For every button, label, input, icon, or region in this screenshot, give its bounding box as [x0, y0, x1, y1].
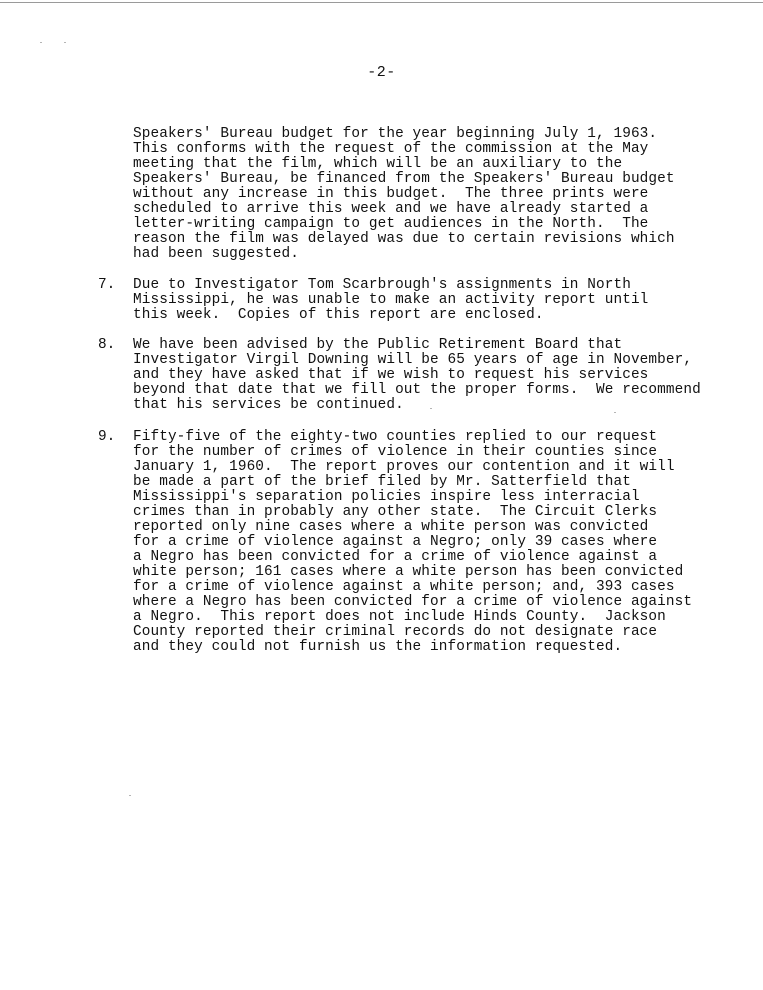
- text-line: had been suggested.: [133, 246, 299, 262]
- text-line: without any increase in this budget. The three prints were: [133, 186, 649, 202]
- text-line: for a crime of violence against a white person; and, 393 cases: [133, 579, 675, 595]
- text-line: white person; 161 cases where a white person has been convicted: [133, 564, 684, 580]
- text-line: Investigator Virgil Downing will be 65 years of age in November,: [133, 352, 693, 368]
- text-line: letter-writing campaign to get audiences in the North. The: [133, 216, 649, 232]
- text-line: for a crime of violence against a Negro; only 39 cases where: [133, 534, 658, 550]
- text-line: We have been advised by the Public Retirement Board that: [133, 337, 623, 353]
- text-line: and they have asked that if we wish to request his services: [133, 367, 649, 383]
- text-line: for the number of crimes of violence in their counties since: [133, 444, 658, 460]
- scan-speck: [64, 42, 66, 43]
- text-line: reported only nine cases where a white person was convicted: [133, 519, 649, 535]
- text-line: crimes than in probably any other state. The Circuit Clerks: [133, 504, 658, 520]
- text-line: where a Negro has been convicted for a crime of violence against: [133, 594, 693, 610]
- item-number: 7.: [98, 277, 116, 293]
- text-line: meeting that the film, which will be an auxiliary to the: [133, 156, 623, 172]
- text-line: January 1, 1960. The report proves our contention and it will: [133, 459, 675, 475]
- text-line: that his services be continued.: [133, 397, 404, 413]
- page-top-edge: [0, 2, 763, 3]
- text-line: a Negro. This report does not include Hinds County. Jackson: [133, 609, 666, 625]
- page-number: -2-: [367, 64, 396, 81]
- text-line: Mississippi, he was unable to make an activity report until: [133, 292, 649, 308]
- scan-speck: [129, 795, 131, 796]
- text-line: County reported their criminal records do not designate race: [133, 624, 658, 640]
- text-line: this week. Copies of this report are enclosed.: [133, 307, 544, 323]
- item-number: 8.: [98, 337, 116, 353]
- text-line: Due to Investigator Tom Scarbrough's assignments in North: [133, 277, 631, 293]
- text-line: and they could not furnish us the information requested.: [133, 639, 623, 655]
- text-line: Fifty-five of the eighty-two counties replied to our request: [133, 429, 658, 445]
- text-line: be made a part of the brief filed by Mr. Satterfield that: [133, 474, 631, 490]
- text-line: beyond that date that we fill out the proper forms. We recommend: [133, 382, 701, 398]
- text-line: scheduled to arrive this week and we have already started a: [133, 201, 649, 217]
- text-line: Speakers' Bureau budget for the year beginning July 1, 1963.: [133, 126, 658, 142]
- item-number: 9.: [98, 429, 116, 445]
- scan-speck: [430, 408, 432, 409]
- text-line: reason the film was delayed was due to certain revisions which: [133, 231, 675, 247]
- text-line: a Negro has been convicted for a crime of violence against a: [133, 549, 658, 565]
- scan-speck: [614, 412, 616, 413]
- scan-speck: [40, 42, 42, 43]
- text-line: This conforms with the request of the commission at the May: [133, 141, 649, 157]
- text-line: Speakers' Bureau, be financed from the Speakers' Bureau budget: [133, 171, 675, 187]
- text-line: Mississippi's separation policies inspire less interracial: [133, 489, 640, 505]
